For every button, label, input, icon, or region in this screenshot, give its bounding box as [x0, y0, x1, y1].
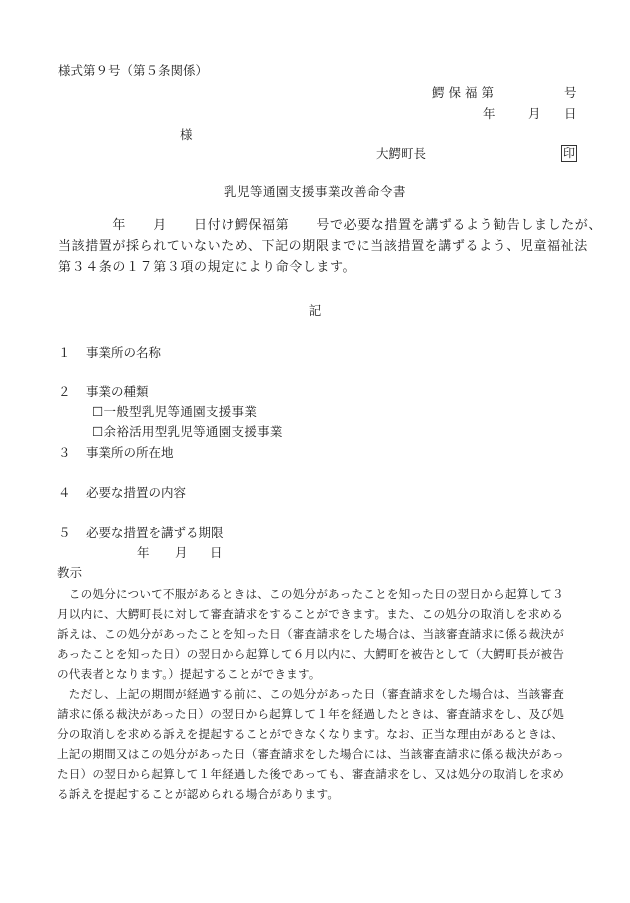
item-number: １	[58, 345, 71, 360]
document-number-prefix: 鰐保福第	[432, 85, 499, 100]
notice-paragraph-appeal	[57, 584, 582, 684]
recipient-honorific: 様	[180, 127, 193, 142]
notice-line: る訴えを提起することが認められる場合があります。	[57, 787, 340, 801]
business-type-option-surplus[interactable]	[92, 426, 283, 439]
item-label: 必要な措置の内容	[86, 485, 187, 500]
item-label: 事業所の名称	[86, 345, 162, 360]
item-number: ２	[58, 384, 71, 399]
notice-line: 月以内に、大鰐町長に対して審査請求をすることができます。また、この処分の取消しを求める	[57, 607, 564, 621]
seal-mark: 印	[563, 146, 576, 160]
checkbox-icon[interactable]: ☐	[92, 424, 104, 439]
issuer-name: 大鰐町長	[376, 146, 427, 161]
order-body	[58, 215, 603, 278]
item-label: 事業所の所在地	[86, 445, 174, 460]
document-title: 乳児等通園支援事業改善命令書	[223, 184, 406, 199]
deadline-year: 年	[137, 545, 150, 560]
issue-date-month: 月	[528, 106, 541, 121]
deadline-day: 日	[210, 545, 223, 560]
item-label: 事業の種類	[86, 384, 149, 399]
form-number: 様式第９号（第５条関係）	[58, 63, 209, 78]
notice-line: 請求に係る裁決があった日）の翌日から起算して１年を経過したときは、審査請求をし、及び処	[57, 707, 565, 721]
item-number: ３	[58, 445, 71, 460]
business-type-option-general[interactable]	[92, 406, 257, 419]
notice-paragraph-exceptions	[57, 684, 582, 804]
notice-line: ただし、上記の期間が経過する前に、この処分があった日（審査請求をした場合は、当該審査	[57, 687, 565, 701]
document-number-suffix: 号	[564, 85, 577, 100]
notice-heading: 教示	[57, 565, 83, 580]
item-required-measures	[58, 487, 186, 500]
notice-line: 訴えは、この処分があったことを知った日（審査請求をした場合は、当該審査請求に係る裁決が	[57, 627, 565, 641]
option-label: 余裕活用型乳児等通園支援事業	[103, 424, 283, 439]
notice-line: の代表者となります。）提起することができます。	[57, 667, 321, 681]
order-body-line: 第３４条の１７第３項の規定により命令します。	[58, 260, 357, 275]
item-business-location	[58, 447, 174, 460]
option-label: 一般型乳児等通園支援事業	[103, 404, 258, 419]
issue-date-year: 年	[483, 106, 496, 121]
item-deadline	[58, 527, 224, 540]
notice-line: 分の取消しを求める訴えを提起することができなくなります。なお、正当な理由があるときは、	[57, 727, 564, 741]
item-label: 必要な措置を講ずる期限	[86, 525, 224, 540]
checkbox-icon[interactable]: ☐	[92, 404, 104, 419]
notice-line: この処分について不服があるときは、この処分があったことを知った日の翌日から起算して３	[57, 587, 564, 601]
ki-heading: 記	[308, 303, 322, 318]
item-business-name	[58, 347, 161, 360]
item-number: ４	[58, 485, 71, 500]
issue-date-day: 日	[564, 106, 577, 121]
order-body-line: 当該措置が採られていないため、下記の期限までに当該措置を講ずるよう、児童福祉法	[58, 239, 588, 254]
item-business-type	[58, 386, 149, 399]
order-body-line: 年 月 日付け鰐保福第 号で必要な措置を講ずるよう勧告しましたが、	[58, 218, 603, 233]
notice-line: 上記の期間又はこの処分があった日（審査請求をした場合には、当該審査請求に係る裁決があっ	[57, 747, 564, 761]
item-number: ５	[58, 525, 71, 540]
notice-line: た日）の翌日から起算して１年経過した後であっても、審査請求をし、又は処分の取消しを求め	[57, 767, 565, 781]
deadline-month: 月	[175, 545, 188, 560]
notice-line: あったことを知った日）の翌日から起算して６月以内に、大鰐町を被告として（大鰐町長が被告	[57, 647, 565, 661]
